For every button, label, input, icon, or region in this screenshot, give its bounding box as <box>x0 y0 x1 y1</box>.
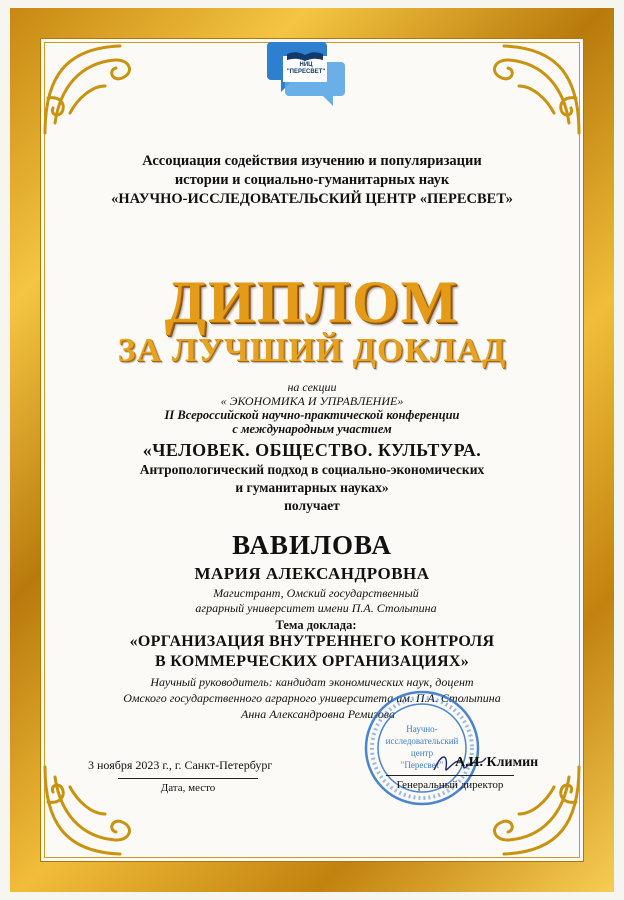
conference-line-5: и гуманитарных науках» <box>235 480 389 495</box>
diploma-subtitle: ЗА ЛУЧШИЙ ДОКЛАД <box>117 332 507 369</box>
signer-name: А.И. Климин <box>455 755 539 770</box>
section-name: « ЭКОНОМИКА И УПРАВЛЕНИЕ» <box>220 394 404 408</box>
topic-label: Тема доклада: <box>275 618 357 632</box>
signer-underline <box>386 775 514 776</box>
stamp-line-1: Научно- <box>406 724 438 734</box>
corner-ornament-bottom-left <box>40 762 150 862</box>
section-prefix: на секции <box>287 380 337 394</box>
supervisor-line-3: Анна Александровна Ремизова <box>240 707 395 721</box>
recipient-position-1: Магистрант, Омский государственный <box>213 586 419 600</box>
date-caption: Дата, место <box>160 782 216 794</box>
signer-caption: Генеральный директор <box>396 779 504 791</box>
receives-label: получает <box>284 498 340 513</box>
corner-ornament-bottom-right <box>474 762 584 862</box>
logo-line-2: "ПЕРЕСВЕТ" <box>286 69 326 75</box>
stamp-line-2: исследовательский <box>385 736 459 746</box>
supervisor-line-2: Омского государственного аграрного университета им. П.А. Столыпина <box>123 691 501 705</box>
corner-ornament-top-right <box>474 38 584 138</box>
conference-line-4: Антропологический подход в социально-экономических <box>139 462 485 477</box>
topic-line-1: «ОРГАНИЗАЦИЯ ВНУТРЕННЕГО КОНТРОЛЯ <box>129 633 495 650</box>
recipient-position-2: аграрный университет имени П.А. Столыпина <box>195 601 437 615</box>
topic-line-2: В КОММЕРЧЕСКИХ ОРГАНИЗАЦИЯХ» <box>154 653 470 670</box>
conference-line-1: II Всероссийской научно-практической конференции <box>164 408 460 422</box>
date-place: 3 ноября 2023 г., г. Санкт-Петербург <box>88 758 273 772</box>
supervisor-line-1: Научный руководитель: кандидат экономических наук, доцент <box>150 675 474 689</box>
diploma-title: ДИПЛОМ <box>164 269 460 335</box>
corner-ornament-top-left <box>40 38 150 138</box>
date-underline <box>118 778 258 779</box>
recipient-given-name: МАРИЯ АЛЕКСАНДРОВНА <box>194 564 430 583</box>
logo-caption <box>283 62 329 76</box>
stamp-line-4: "Пересвет" <box>400 760 444 770</box>
organization-line-2: истории и социально-гуманитарных наук <box>174 172 450 188</box>
organization-line-1: Ассоциация содействия изучению и популяризации <box>142 153 482 169</box>
conference-name: «ЧЕЛОВЕК. ОБЩЕСТВО. КУЛЬТУРА. <box>142 440 482 460</box>
stamp-line-3: центр <box>410 748 434 758</box>
conference-line-2: с международным участием <box>232 422 392 436</box>
logo-line-1: НИЦ <box>299 62 313 68</box>
recipient-surname: ВАВИЛОВА <box>232 530 392 560</box>
organization-line-3: «НАУЧНО-ИССЛЕДОВАТЕЛЬСКИЙ ЦЕНТР «ПЕРЕСВЕТ» <box>111 191 513 207</box>
